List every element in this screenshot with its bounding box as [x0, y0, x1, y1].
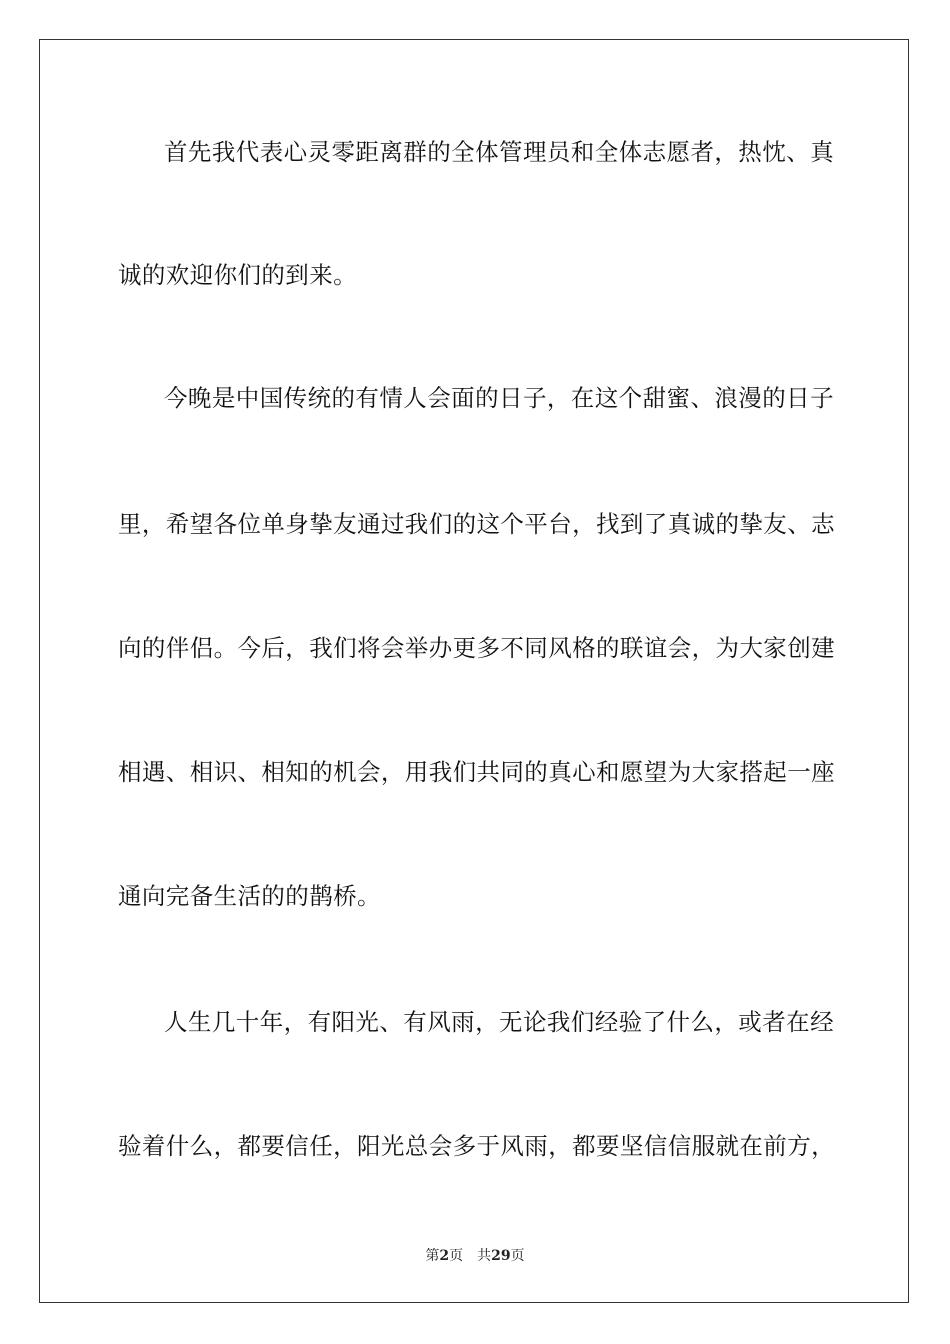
text-line: 里，希望各位单身挚友通过我们的这个平台，找到了真诚的挚友、志: [118, 510, 835, 538]
total-pages: 29: [491, 1248, 511, 1264]
total-suffix: 页: [510, 1248, 525, 1264]
text-line: 通向完备生活的的鹊桥。: [118, 882, 381, 910]
text-line: 人生几十年，有阳光、有风雨，无论我们经验了什么，或者在经: [164, 1008, 834, 1036]
total-prefix: 共: [477, 1248, 492, 1264]
text-line: 今晚是中国传统的有情人会面的日子，在这个甜蜜、浪漫的日子: [164, 384, 834, 412]
page-prefix: 第: [425, 1248, 440, 1264]
page-border: [39, 39, 909, 1303]
text-line: 诚的欢迎你们的到来。: [118, 261, 357, 289]
page-footer: [0, 1246, 950, 1266]
text-line: 首先我代表心灵零距离群的全体管理员和全体志愿者，热忱、真: [164, 138, 834, 166]
page-number: 2: [439, 1248, 450, 1264]
page-suffix: 页: [449, 1248, 464, 1264]
text-line: 向的伴侣。今后，我们将会举办更多不同风格的联谊会，为大家创建: [118, 634, 835, 662]
text-line: 相遇、相识、相知的机会，用我们共同的真心和愿望为大家搭起一座: [118, 758, 835, 786]
text-line: 验着什么，都要信任，阳光总会多于风雨，都要坚信信服就在前方，: [118, 1132, 835, 1160]
